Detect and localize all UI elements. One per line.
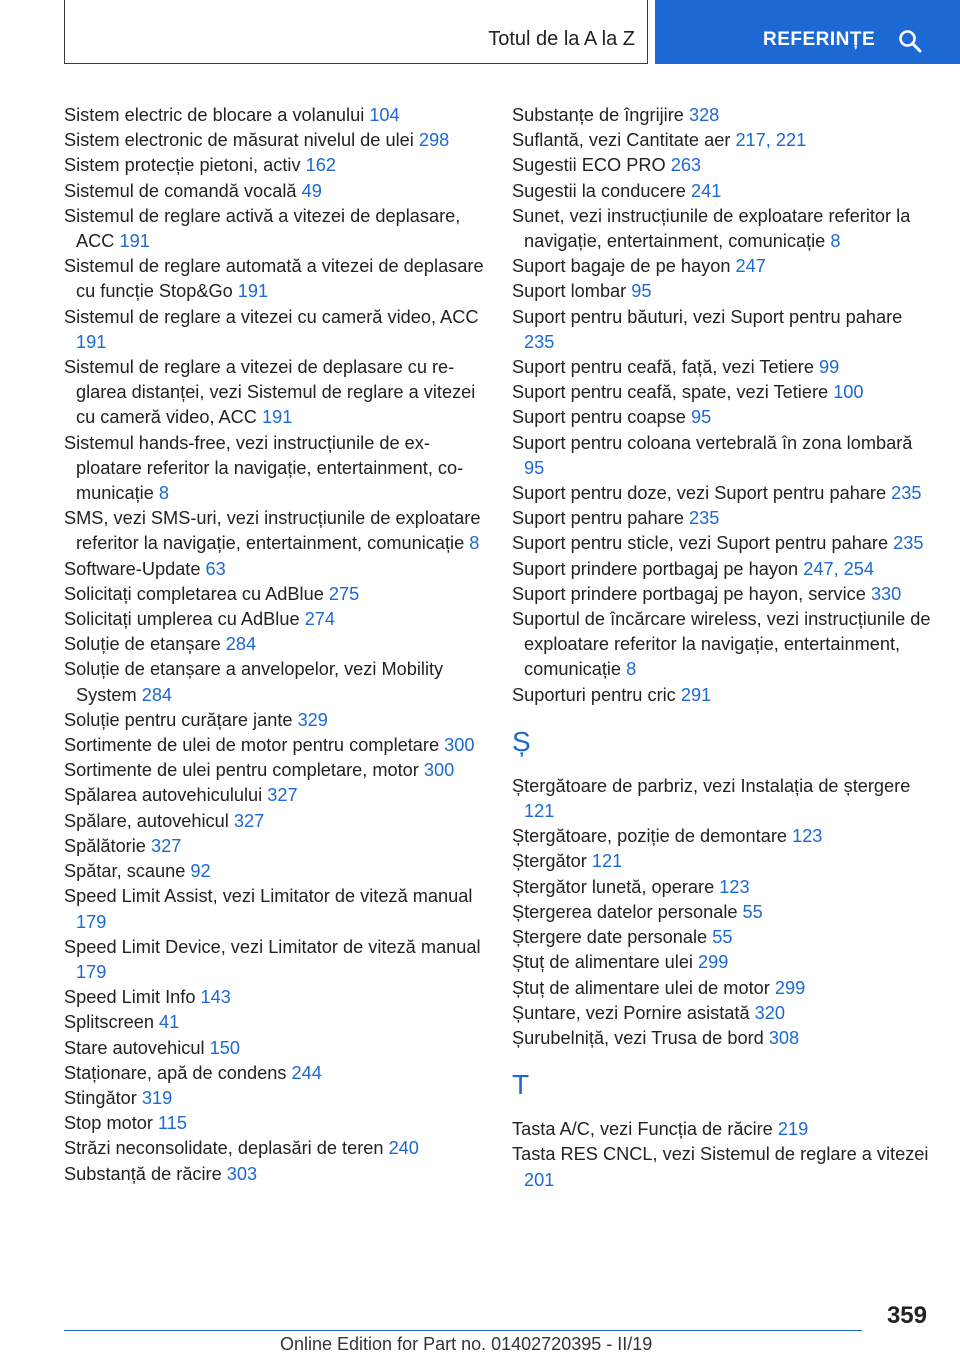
page-reference-link[interactable]: 275: [328, 583, 360, 604]
index-entry: [512, 774, 932, 824]
page-reference-link[interactable]: 235: [893, 533, 924, 554]
index-entry: [64, 1136, 484, 1161]
index-entry: [512, 179, 932, 204]
page-reference-link[interactable]: 191: [262, 407, 293, 428]
index-entry: [64, 506, 484, 556]
page-reference-link[interactable]: 217, 221: [735, 130, 807, 151]
index-entry-text: Speed Limit Assist, vezi Limitator de viteză manual: [64, 886, 473, 907]
index-group-t: [512, 1117, 932, 1193]
page-reference-link[interactable]: 274: [304, 609, 335, 630]
index-entry-text: Spălătorie: [64, 835, 146, 856]
index-group-s-comma: [512, 774, 932, 1051]
search-icon[interactable]: [898, 29, 922, 53]
index-entry-text: SMS, vezi SMS-uri, vezi instrucțiunile de exploatare referitor la navigație, entertainment, comunicație: [64, 508, 481, 554]
page-reference-link[interactable]: 327: [267, 785, 298, 806]
page-reference-link[interactable]: 241: [690, 180, 722, 201]
index-entry-text: Substanță de răcire: [64, 1163, 222, 1184]
index-entry: [512, 506, 932, 531]
index-entry-text: Suporturi pentru cric: [512, 684, 676, 705]
index-entry: [64, 935, 484, 985]
index-entry-text: Suport prindere portbagaj pe hayon: [512, 558, 799, 579]
index-entry-text: Suport pentru sticle, vezi Suport pentru pahare: [512, 533, 889, 554]
index-entry-text: Suflantă, vezi Cantitate aer: [512, 130, 731, 151]
index-entry: [64, 355, 484, 431]
index-entry: [512, 531, 932, 556]
index-entry-text: Sugestii la conducere: [512, 180, 686, 201]
index-entry: [512, 355, 932, 380]
index-entry-text: Sortimente de ulei de motor pentru completare: [64, 735, 440, 756]
index-entry: [64, 1086, 484, 1111]
index-entry: [64, 1036, 484, 1061]
index-entry-text: Ștergător lunetă, operare: [512, 876, 715, 897]
footer-edition-text: Online Edition for Part no. 01402720395 - II/19: [280, 1334, 653, 1354]
index-entry: [64, 179, 484, 204]
index-entry-text: Stare autovehicul: [64, 1037, 205, 1058]
page-reference-link[interactable]: 327: [233, 810, 265, 831]
index-entry-text: Ștergere date personale: [512, 927, 708, 948]
index-entry-text: Stingător: [64, 1087, 137, 1108]
index-entry: [64, 1061, 484, 1086]
page-reference-link[interactable]: 191: [119, 231, 150, 252]
page-reference-link[interactable]: 300: [423, 760, 455, 781]
index-entry-text: Soluție de etanșare a anvelopelor, vezi Mobility System: [64, 659, 444, 705]
index-entry: [64, 809, 484, 834]
index-entry: [512, 1001, 932, 1026]
index-entry-text: Substanțe de îngrijire: [512, 105, 684, 125]
index-entry: [512, 380, 932, 405]
page-reference-link[interactable]: 55: [742, 901, 763, 922]
page-reference-link[interactable]: 284: [141, 684, 173, 705]
index-entry: [512, 405, 932, 430]
index-entry: [64, 103, 484, 128]
index-entry: [512, 481, 932, 506]
index-entry-text: Tasta RES CNCL, vezi Sistemul de reglare a vitezei: [512, 1144, 929, 1165]
index-entry: [64, 153, 484, 178]
index-entry: [64, 607, 484, 632]
page-reference-link[interactable]: 123: [792, 826, 823, 847]
index-entry-text: Spălare, autovehicul: [64, 810, 229, 831]
header-section-tab[interactable]: [655, 0, 960, 64]
page-reference-link[interactable]: 191: [76, 331, 107, 352]
index-entry: [512, 824, 932, 849]
page-reference-link[interactable]: 143: [200, 987, 231, 1008]
page-reference-link[interactable]: 291: [680, 684, 712, 705]
page-reference-link[interactable]: 95: [524, 457, 545, 478]
page-reference-link[interactable]: 201: [524, 1169, 555, 1190]
page-reference-link[interactable]: 263: [670, 155, 702, 176]
index-entry-text: Speed Limit Info: [64, 987, 196, 1008]
page-number: 359: [886, 1302, 927, 1329]
index-entry: [64, 733, 484, 758]
index-entry: [512, 204, 932, 254]
index-entry-text: Suport pentru ceafă, spate, vezi Tetiere: [512, 382, 829, 403]
index-entry: [512, 431, 932, 481]
index-entry-text: Software-Update: [64, 558, 201, 579]
index-entry-text: Sistemul de reglare a vitezei de deplasare cu reglarea distanței, vezi Sistemul de reglare a vitezei cu cameră video, ACC: [64, 357, 476, 428]
page-reference-link[interactable]: 41: [159, 1012, 180, 1033]
index-entry-text: Sistemul de reglare activă a vitezei de deplasare, ACC: [64, 205, 461, 252]
index-entry-text: Sistemul hands-free, vezi instrucțiunile de exploatare referitor la navigație, entertainment, comunicație: [64, 432, 464, 504]
index-entry: [64, 884, 484, 934]
index-entry: [64, 708, 484, 733]
index-entry-text: Ștergătoare de parbriz, vezi Instalația de ștergere: [512, 775, 911, 796]
index-entry-text: Ștuț de alimentare ulei de motor: [512, 977, 770, 998]
page-reference-link[interactable]: 219: [777, 1119, 809, 1140]
page-reference-link[interactable]: 284: [225, 634, 257, 655]
page-reference-link[interactable]: 55: [712, 927, 733, 948]
index-entry-text: Suport pentru coapse: [512, 407, 686, 428]
index-entry: [64, 431, 484, 507]
index-entry-text: Suport pentru băuturi, vezi Suport pentru pahare: [512, 306, 903, 327]
index-entry: [512, 607, 932, 683]
page-reference-link[interactable]: 299: [698, 952, 729, 973]
index-entry-text: Soluție de etanșare: [64, 634, 221, 655]
index-entry-text: Suport pentru ceafă, față, vezi Tetiere: [512, 357, 814, 378]
index-group-s: [512, 103, 932, 708]
page-reference-link[interactable]: 121: [524, 801, 555, 822]
index-entry: [512, 875, 932, 900]
index-entry-text: Sunet, vezi instrucțiunile de exploatare referitor la navigație, entertainment, comunicație: [512, 205, 911, 252]
index-entry: [64, 834, 484, 859]
page-reference-link[interactable]: 8: [158, 483, 170, 504]
index-entry: [64, 783, 484, 808]
page-reference-link[interactable]: 327: [150, 835, 182, 856]
index-entry-text: Suport prindere portbagaj pe hayon, service: [512, 583, 866, 604]
index-entry: [64, 758, 484, 783]
page-reference-link[interactable]: 115: [158, 1113, 188, 1134]
index-entry: [64, 1010, 484, 1035]
index-entry-text: Ștergerea datelor personale: [512, 901, 738, 922]
index-entry-text: Spătar, scaune: [64, 861, 186, 882]
index-entry: [64, 204, 484, 254]
page-reference-link[interactable]: 328: [688, 105, 720, 125]
page-reference-link[interactable]: 235: [524, 331, 555, 352]
index-entry-text: Sistemul de comandă vocală: [64, 180, 297, 201]
index-entry-text: Tasta A/C, vezi Funcția de răcire: [512, 1119, 773, 1140]
page-reference-link[interactable]: 298: [418, 130, 450, 151]
index-entry: [512, 582, 932, 607]
page-reference-link[interactable]: 235: [688, 508, 720, 529]
index-entry: [64, 1162, 484, 1187]
page-reference-link[interactable]: 240: [388, 1138, 419, 1159]
index-entry-text: Solicitați umplerea cu AdBlue: [64, 609, 300, 630]
index-entry-text: Suport pentru pahare: [512, 508, 684, 529]
page-reference-link[interactable]: 319: [141, 1087, 173, 1108]
index-entry: [64, 305, 484, 355]
index-entry: [512, 557, 932, 582]
index-entry-text: Ștergătoare, poziție de demontare: [512, 826, 788, 847]
index-entry: [64, 985, 484, 1010]
index-entry: [64, 632, 484, 657]
letter-heading-s-comma: Ș: [512, 725, 531, 757]
index-entry-text: Suport pentru coloana vertebrală în zona lombară: [512, 432, 913, 453]
index-entry-text: Sistem electronic de măsurat nivelul de ulei: [64, 130, 414, 151]
index-entry: [64, 1111, 484, 1136]
page-reference-link[interactable]: 308: [768, 1027, 800, 1048]
page-reference-link[interactable]: 121: [591, 851, 623, 872]
footer-divider: [64, 1330, 862, 1331]
index-entry-text: Șuntare, vezi Pornire asistată: [512, 1002, 750, 1023]
page-reference-link[interactable]: 162: [305, 155, 336, 176]
index-entry: [512, 683, 932, 708]
page-reference-link[interactable]: 330: [870, 583, 902, 604]
index-entry: [512, 849, 932, 874]
index-column-left: [64, 103, 484, 1187]
page-reference-link[interactable]: 104: [369, 105, 400, 125]
index-entry: [64, 128, 484, 153]
page-reference-link[interactable]: 8: [830, 231, 841, 252]
index-entry-text: Sistem electric de blocare a volanului: [64, 105, 365, 125]
index-entry: [64, 557, 484, 582]
index-entry: [64, 582, 484, 607]
page-reference-link[interactable]: 95: [631, 281, 652, 302]
index-entry-text: Suportul de încărcare wireless, vezi instrucțiunile de exploatare referitor la navigație, entertainment, comunicație: [512, 609, 931, 680]
index-entry-text: Suport bagaje de pe hayon: [512, 256, 731, 277]
page-reference-link[interactable]: 244: [291, 1062, 322, 1083]
index-entry-text: Șurubelniță, vezi Trusa de bord: [512, 1027, 764, 1048]
index-entry: [512, 1117, 932, 1142]
index-entry-text: Sugestii ECO PRO: [512, 155, 666, 176]
page-reference-link[interactable]: 150: [209, 1037, 240, 1058]
index-entry-text: Suport pentru doze, vezi Suport pentru pahare: [512, 483, 887, 504]
index-entry-text: Spălarea autovehiculului: [64, 785, 263, 806]
index-entry: [512, 279, 932, 304]
index-entry-text: Sistemul de reglare automată a vitezei de deplasare cu funcție Stop&Go: [64, 256, 484, 302]
page-reference-link[interactable]: 100: [833, 382, 864, 403]
index-entry: [64, 254, 484, 304]
index-entry: [512, 305, 932, 355]
page-reference-link[interactable]: 92: [190, 861, 211, 882]
page-reference-link[interactable]: 299: [774, 977, 806, 998]
index-entry: [512, 900, 932, 925]
index-entry: [512, 925, 932, 950]
page-reference-link[interactable]: 95: [690, 407, 712, 428]
index-entry: [512, 103, 932, 128]
index-entry-text: Ștuț de alimentare ulei: [512, 952, 693, 973]
index-entry-text: Speed Limit Device, vezi Limitator de viteză manual: [64, 936, 481, 957]
page-reference-link[interactable]: 179: [76, 961, 107, 982]
index-entry: [512, 976, 932, 1001]
index-entry-text: Splitscreen: [64, 1012, 154, 1033]
page-reference-link[interactable]: 179: [76, 911, 107, 932]
index-entry-text: Sistemul de reglare a vitezei cu cameră video, ACC: [64, 306, 479, 327]
page-reference-link[interactable]: 247: [735, 256, 766, 277]
index-entry: [512, 1142, 932, 1192]
page-reference-link[interactable]: 8: [626, 659, 637, 680]
page-reference-link[interactable]: 99: [819, 357, 840, 378]
index-entry-text: Soluție pentru curățare jante: [64, 709, 293, 730]
page-reference-link[interactable]: 247, 254: [803, 558, 875, 579]
index-entry-text: Sortimente de ulei pentru completare, motor: [64, 760, 419, 781]
index-entry: [512, 950, 932, 975]
page-reference-link[interactable]: 123: [719, 876, 750, 897]
header-title-box: [64, 0, 648, 64]
page-reference-link[interactable]: 320: [754, 1002, 785, 1023]
index-entry-text: Sistem protecție pietoni, activ: [64, 155, 301, 176]
index-entry-text: Solicitați completarea cu AdBlue: [64, 583, 324, 604]
index-entry: [512, 153, 932, 178]
index-entry: [512, 1026, 932, 1051]
page-reference-link[interactable]: 300: [444, 735, 475, 756]
header-title: Totul de la A la Z: [488, 28, 635, 50]
index-entry-text: Ștergător: [512, 851, 587, 872]
page-reference-link[interactable]: 8: [469, 533, 480, 554]
index-entry: [512, 128, 932, 153]
index-entry-text: Staționare, apă de condens: [64, 1062, 287, 1083]
header-section-label: REFERINȚE: [763, 29, 876, 50]
page-reference-link[interactable]: 63: [205, 558, 226, 579]
index-entry-text: Suport lombar: [512, 281, 627, 302]
index-entry: [64, 859, 484, 884]
index-column-right: [512, 103, 932, 1193]
page-reference-link[interactable]: 329: [297, 709, 328, 730]
page-reference-link[interactable]: 235: [891, 483, 922, 504]
index-entry: [512, 254, 932, 279]
index-entry: [64, 657, 484, 707]
index-entry-text: Stop motor: [64, 1113, 153, 1134]
page-reference-link[interactable]: 303: [226, 1163, 258, 1184]
page-reference-link[interactable]: 191: [237, 281, 269, 302]
page-reference-link[interactable]: 49: [301, 180, 322, 201]
index-entry-text: Străzi neconsolidate, deplasări de teren: [64, 1138, 384, 1159]
letter-heading-t: T: [512, 1069, 530, 1101]
